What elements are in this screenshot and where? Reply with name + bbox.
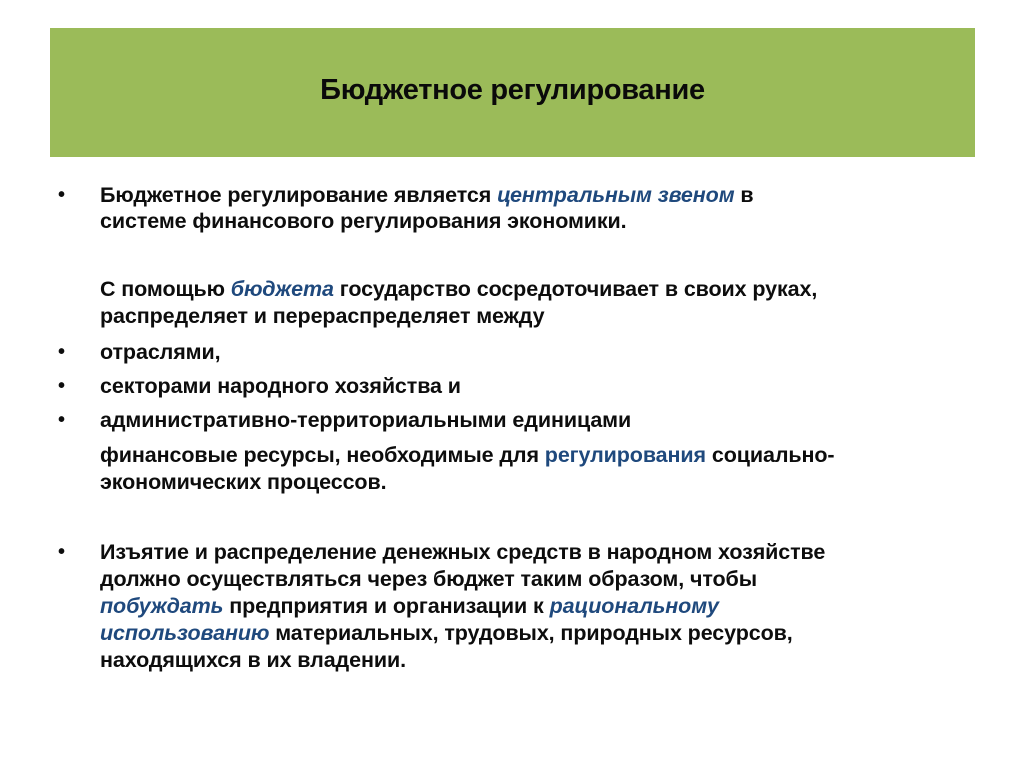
list-item: отраслями, [100,340,221,364]
paragraph-4-line-4 [100,620,793,647]
title-banner [50,28,975,157]
emphasis-text: рациональному [549,594,719,618]
text: Бюджетное регулирование является [100,183,498,207]
paragraph-4-line-2: должно осуществляться через бюджет таким образом, чтобы [100,567,757,591]
emphasis-text: использованию [100,621,270,645]
paragraph-3-line-2: экономических процессов. [100,470,387,494]
paragraph-3-line-1 [100,442,835,469]
paragraph-4-line-5: находящихся в их владении. [100,648,406,672]
emphasis-text: побуждать [100,594,224,618]
paragraph-4-line-3 [100,593,719,620]
bullet-icon: • [58,541,66,563]
list-item: секторами народного хозяйства и [100,374,461,398]
highlight-text: регулирования [544,443,706,467]
text: С помощью [100,277,231,301]
paragraph-1-line-1 [100,182,754,209]
bullet-icon: • [58,341,66,363]
text: государство сосредоточивает в своих руках, [333,277,818,301]
text: социально- [705,443,835,467]
paragraph-2-line-2: распределяет и перераспределяет между [100,304,545,328]
paragraph-2-line-1 [100,276,817,303]
list-item: административно-территориальными единицами [100,408,632,432]
bullet-icon: • [58,375,66,397]
text: финансовые ресурсы, необходимые для [100,443,545,467]
paragraph-4-line-1: Изъятие и распределение денежных средств в народном хозяйстве [100,540,826,564]
emphasis-text: центральным звеном [497,183,735,207]
bullet-icon: • [58,409,66,431]
text: предприятия и организации к [223,594,550,618]
paragraph-1-line-2: системе финансового регулирования экономики. [100,209,627,233]
emphasis-text: бюджета [230,277,334,301]
bullet-icon: • [58,184,66,206]
text: материальных, трудовых, природных ресурсов, [269,621,793,645]
slide-title: Бюджетное регулирование [320,74,705,106]
text: в [734,183,754,207]
